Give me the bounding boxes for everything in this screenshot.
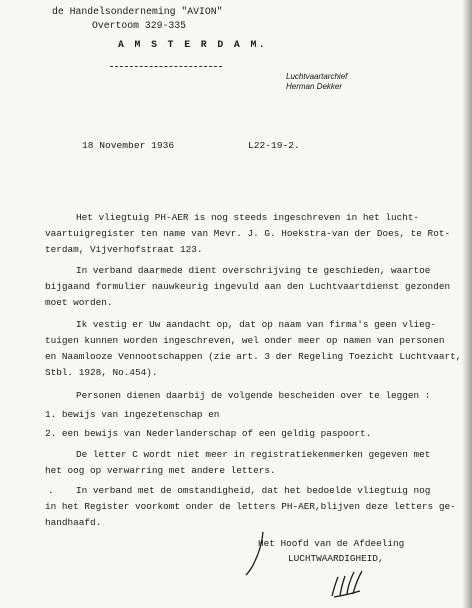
archive-stamp-line1: Luchtvaartarchief [286, 72, 348, 81]
body-line: het oog op verwarring met andere letters. [45, 465, 276, 476]
signature-line1: Het Hoofd van de Afdeeling [258, 538, 405, 549]
body-line: in het Register voorkomt onder de letters PH-AER,blijven deze letters ge- [45, 501, 456, 512]
letterhead-company: de Handelsonderneming "AVION" [52, 6, 223, 17]
letterhead-city: A M S T E R D A M. [118, 39, 268, 50]
letterhead-street: Overtoom 329-335 [92, 20, 187, 31]
archive-stamp [286, 72, 347, 92]
body-line: De letter C wordt niet meer in registratiekenmerken gegeven met [76, 449, 431, 460]
body-line: In verband met de omstandigheid, dat het bedoelde vliegtuig nog [76, 485, 431, 496]
letter-reference: L22-19-2. [248, 140, 300, 151]
body-line: Stbl. 1928, No.454). [45, 367, 158, 378]
letterhead-underline [110, 66, 222, 67]
body-line: Personen dienen daarbij de volgende bescheiden over te leggen : [76, 390, 431, 401]
letter-date: 18 November 1936 [82, 140, 175, 151]
body-line: handhaafd. [45, 517, 102, 528]
body-line: 1. bewijs van ingezetenschap en [45, 409, 220, 420]
body-line: bijgaand formulier nauwkeurig ingevuld aan den Luchtvaartdienst gezonden [45, 281, 451, 292]
body-line: Het vliegtuig PH-AER is nog steeds ingeschreven in het lucht- [76, 212, 420, 223]
page-edge-shadow [462, 0, 472, 608]
body-line: 2. een bewijs van Nederlanderschap of een geldig paspoort. [45, 428, 372, 439]
signature-initials [332, 571, 362, 597]
body-line: moet worden. [45, 297, 113, 308]
body-line: tuigen kunnen worden ingeschreven, wel onder meer op namen van personen [45, 335, 445, 346]
body-line: . [48, 485, 54, 496]
archive-stamp-line2: Herman Dekker [286, 82, 343, 91]
body-line: Ik vestig er Uw aandacht op, dat op naam van firma's geen vlieg- [76, 319, 437, 330]
body-line: en Naamlooze Vennootschappen (zie art. 3 der Regeling Toezicht Luchtvaart, [45, 351, 462, 362]
body-line: vaartuigregister ten name van Mevr. J. G. Hoekstra-van der Does, te Rot- [45, 228, 451, 239]
body-line: terdam, Vijverhofstraat 123. [45, 244, 203, 255]
body-line: In verband daarmede dient overschrijving te geschieden, waartoe [76, 265, 431, 276]
signature-line2: LUCHTWAARDIGHEID, [288, 553, 384, 564]
